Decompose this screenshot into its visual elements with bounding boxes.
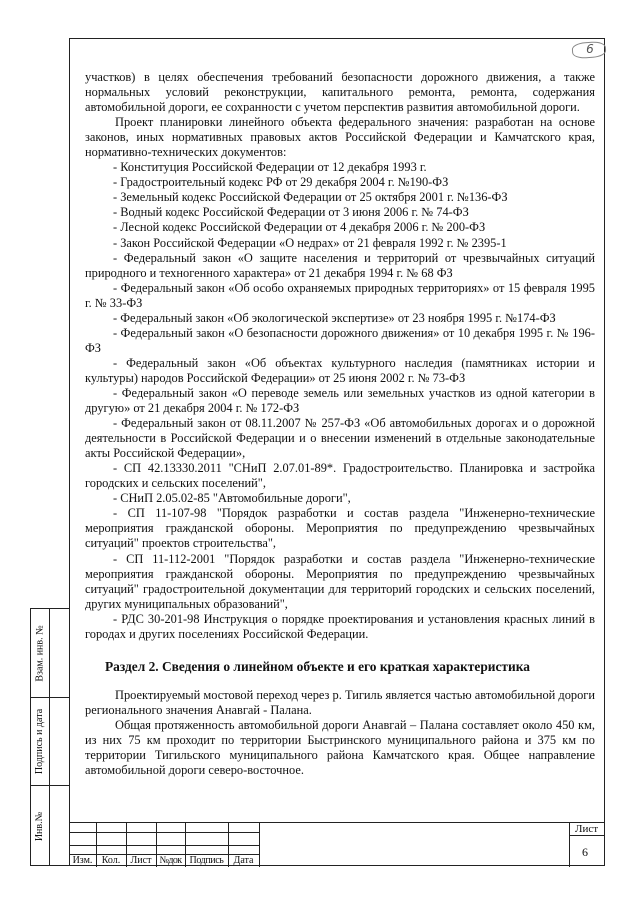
- column-label-quantity: Кол.: [101, 855, 121, 866]
- list-item: - СНиП 2.05.02-85 "Автомобильные дороги",: [113, 491, 351, 506]
- column-label-signature: Подпись: [189, 855, 224, 866]
- list-item: - Федеральный закон от 08.11.2007 № 257-ФЗ «Об автомобильных дорогах и о дорожной деятельности в Российской Федерации и о внесении изменений в отдельные законодательные акты Российской Федерации»,: [85, 416, 595, 461]
- list-item: - СП 11-107-98 "Порядок разработки и состав раздела "Инженерно-технические мероприятия гражданской обороны. Мероприятия по предупреждению чрезвычайных ситуаций" проектов строительства",: [85, 506, 595, 551]
- document-body: [85, 70, 595, 778]
- title-block: [69, 822, 605, 866]
- list-item: - Федеральный закон «Об экологической экспертизе» от 23 ноября 1995 г. №174-ФЗ: [113, 310, 556, 325]
- list-item: - СП 42.13330.2011 "СНиП 2.07.01-89*. Градостроительство. Планировка и застройка городских и сельских поселений",: [85, 461, 595, 491]
- stamp-label-signature-date: Подпись и дата: [34, 708, 46, 774]
- column-label-sheet: Лист: [130, 855, 152, 866]
- column-label-doc-number: №док: [159, 855, 182, 866]
- section-paragraph: Проектируемый мостовой переход через р. Тигиль является частью автомобильной дороги регионального значения Анавгай - Палана.: [85, 687, 595, 717]
- list-item: - Водный кодекс Российской Федерации от 3 июня 2006 г. № 74-ФЗ: [113, 205, 469, 220]
- list-item: - РДС 30-201-98 Инструкция о порядке проектирования и установления красных линий в городах и других поселениях Российской Федерации.: [85, 611, 595, 641]
- list-item: - Федеральный закон «Об особо охраняемых природных территориях» от 15 февраля 1995 г. № 33-ФЗ: [85, 280, 595, 310]
- list-item: - Закон Российской Федерации «О недрах» от 21 февраля 1992 г. № 2395-1: [113, 235, 507, 250]
- list-item: - Земельный кодекс Российской Федерации от 25 октября 2001 г. №136-ФЗ: [113, 190, 508, 205]
- list-item: - Федеральный закон «О защите населения и территорий от чрезвычайных ситуаций природного и техногенного характера» от 21 декабря 1994 г. № 68 ФЗ: [85, 250, 595, 280]
- stamp-label-replacement-inv: Взам. инв. №: [34, 624, 46, 682]
- sheet-label: Лист: [575, 823, 599, 835]
- list-item: - Градостроительный кодекс РФ от 29 декабря 2004 г. №190-ФЗ: [113, 175, 449, 190]
- section-title: Раздел 2. Сведения о линейном объекте и его краткая характеристика: [105, 658, 530, 674]
- list-item: - Лесной кодекс Российской Федерации от 4 декабря 2006 г. № 200-ФЗ: [113, 220, 486, 235]
- list-item: - Конституция Российской Федерации от 12 декабря 1993 г.: [113, 160, 427, 175]
- side-stamp-divider: [49, 609, 50, 865]
- list-item: - Федеральный закон «Об объектах культурного наследия (памятниках истории и культуры) народов Российской Федерации» от 25 июня 2002 г. № 73-ФЗ: [85, 355, 595, 385]
- sheet-number: 6: [582, 845, 588, 859]
- column-label-change: Изм.: [72, 855, 93, 866]
- section-paragraph: Общая протяженность автомобильной дороги Анавгай – Палана составляет около 450 км, из них 75 км проходит по территории Быстринского муниципального района и 375 км по территории Тигильского муниципального района Камчатского края. Общее направление автомобильной дороги северо-восточное.: [85, 717, 595, 778]
- handwritten-page-mark: 6: [572, 40, 608, 58]
- column-label-date: Дата: [233, 855, 254, 866]
- stamp-label-inventory-number: Инв.№: [34, 811, 46, 841]
- list-item: - СП 11-112-2001 "Порядок разработки и состав раздела "Инженерно-технические мероприятия гражданской обороны. Мероприятия по предупреждению чрезвычайных ситуаций" градостроительной документации для территорий городских и сельских поселений, других муниципальных образований",: [85, 551, 595, 611]
- list-item: - Федеральный закон «О безопасности дорожного движения» от 10 декабря 1995 г. № 196-ФЗ: [85, 325, 595, 355]
- list-item: - Федеральный закон «О переводе земель или земельных участков из одной категории в другую» от 21 декабря 2004 г. № 172-ФЗ: [85, 385, 595, 416]
- paragraph: участков) в целях обеспечения требований безопасности дорожного движения, а также нормальных условий реконструкции, капитального ремонта, ремонта, содержания автомобильной дороги, ее сохранности с учетом перспектив развития автомобильной дороги.: [85, 70, 595, 115]
- side-stamp: [30, 608, 69, 866]
- paragraph: Проект планировки линейного объекта федерального значения: разработан на основе законов, иных нормативных правовых актов Российской Федерации и Камчатского края, нормативно-технических документов:: [85, 115, 595, 160]
